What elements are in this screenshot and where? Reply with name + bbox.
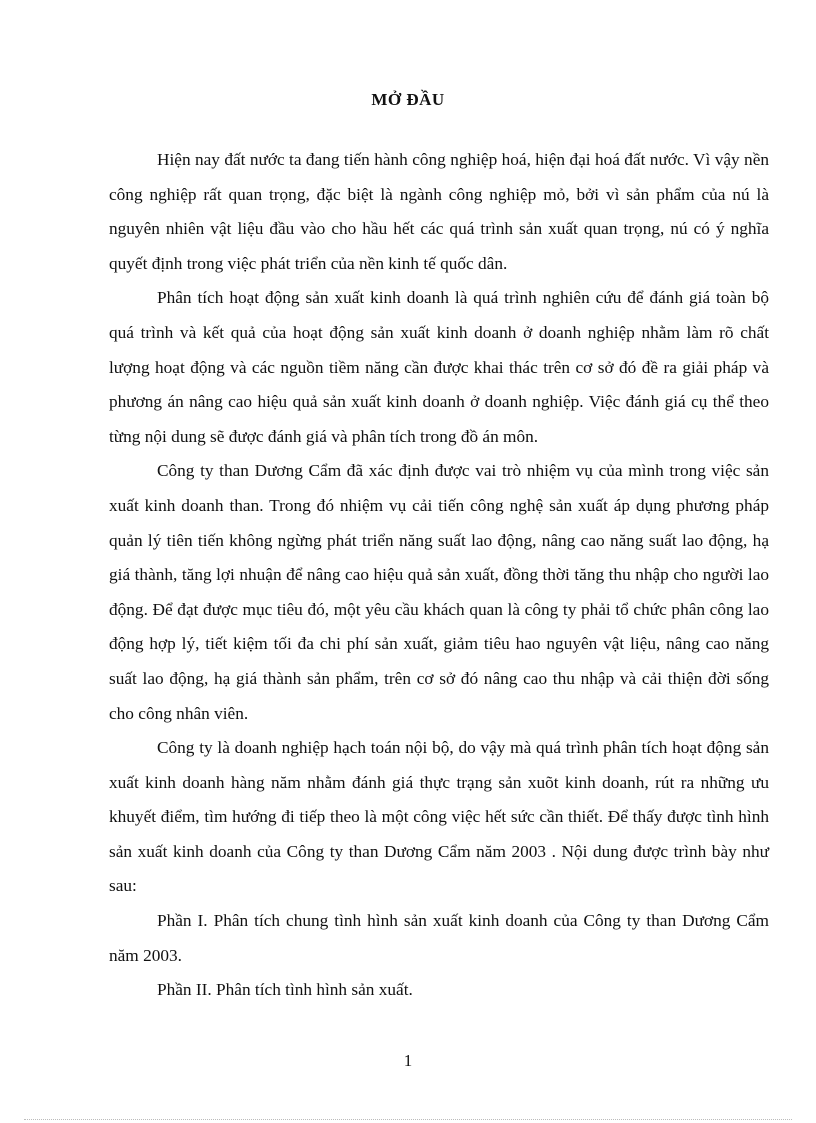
paragraph-6: Phần II. Phân tích tình hình sản xuất. xyxy=(157,980,413,1000)
paragraph-3: Công ty than Dương Cẩm đã xác định được vai trò nhiệm vụ của mình trong việc sản xuất kinh doanh than. Trong đó nhiệm vụ cải tiến công nghệ sản xuất áp dụng phương pháp quản lý tiên tiến không ngừng phát triển năng suất lao động, nâng cao năng suất lao động, hạ giá thành, tăng lợi nhuận để nâng cao hiệu quả sản xuất, đồng thời tăng thu nhập cho người lao động. Để đạt được mục tiêu đó, một yêu cầu khách quan là công ty phải tổ chức phân công lao động hợp lý, tiết kiệm tối đa chi phí sản xuất, giảm tiêu hao nguyên vật liệu, nâng cao năng suất lao động, hạ giá thành sản phẩm, trên cơ sở đó nâng cao thu nhập và cải thiện đời sống cho công nhân viên. xyxy=(109,461,769,723)
paragraph-2: Phân tích hoạt động sản xuất kinh doanh là quá trình nghiên cứu để đánh giá toàn bộ quá trình và kết quả của hoạt động sản xuất kinh doanh ở doanh nghiệp nhằm làm rõ chất lượng hoạt động và các nguồn tiềm năng cần được khai thác trên cơ sở đó đề ra giải pháp và phương án nâng cao hiệu quả sản xuất kinh doanh ở doanh nghiệp. Việc đánh giá cụ thể theo từng nội dung sẽ được đánh giá và phân tích trong đồ án môn. xyxy=(109,288,769,446)
page-bottom-divider xyxy=(24,1119,792,1120)
document-title: MỞ ĐẦU xyxy=(371,90,445,109)
paragraph-5: Phần I. Phân tích chung tình hình sản xuất kinh doanh của Công ty than Dương Cẩm năm 2003. xyxy=(109,911,769,965)
paragraph-1: Hiện nay đất nước ta đang tiến hành công nghiệp hoá, hiện đại hoá đất nước. Vì vậy nền công nghiệp rất quan trọng, đặc biệt là ngành công nghiệp mỏ, bởi vì sản phẩm của nú là nguyên nhiên vật liệu đầu vào cho hầu hết các quá trình sản xuất quan trọng, nú có ý nghĩa quyết định trong việc phát triển của nền kinh tế quốc dân. xyxy=(109,150,769,273)
page-number: 1 xyxy=(403,1051,413,1070)
document-body xyxy=(109,143,769,1008)
paragraph-4: Công ty là doanh nghiệp hạch toán nội bộ, do vậy mà quá trình phân tích hoạt động sản xuất kinh doanh hàng năm nhằm đánh giá thực trạng sản xuõt kinh doanh, rút ra những ưu khuyết điểm, tìm hướng đi tiếp theo là một công việc hết sức cần thiết. Để thấy được tình hình sản xuất kinh doanh của Công ty than Dương Cẩm năm 2003 . Nội dung được trình bày như sau: xyxy=(109,738,769,896)
